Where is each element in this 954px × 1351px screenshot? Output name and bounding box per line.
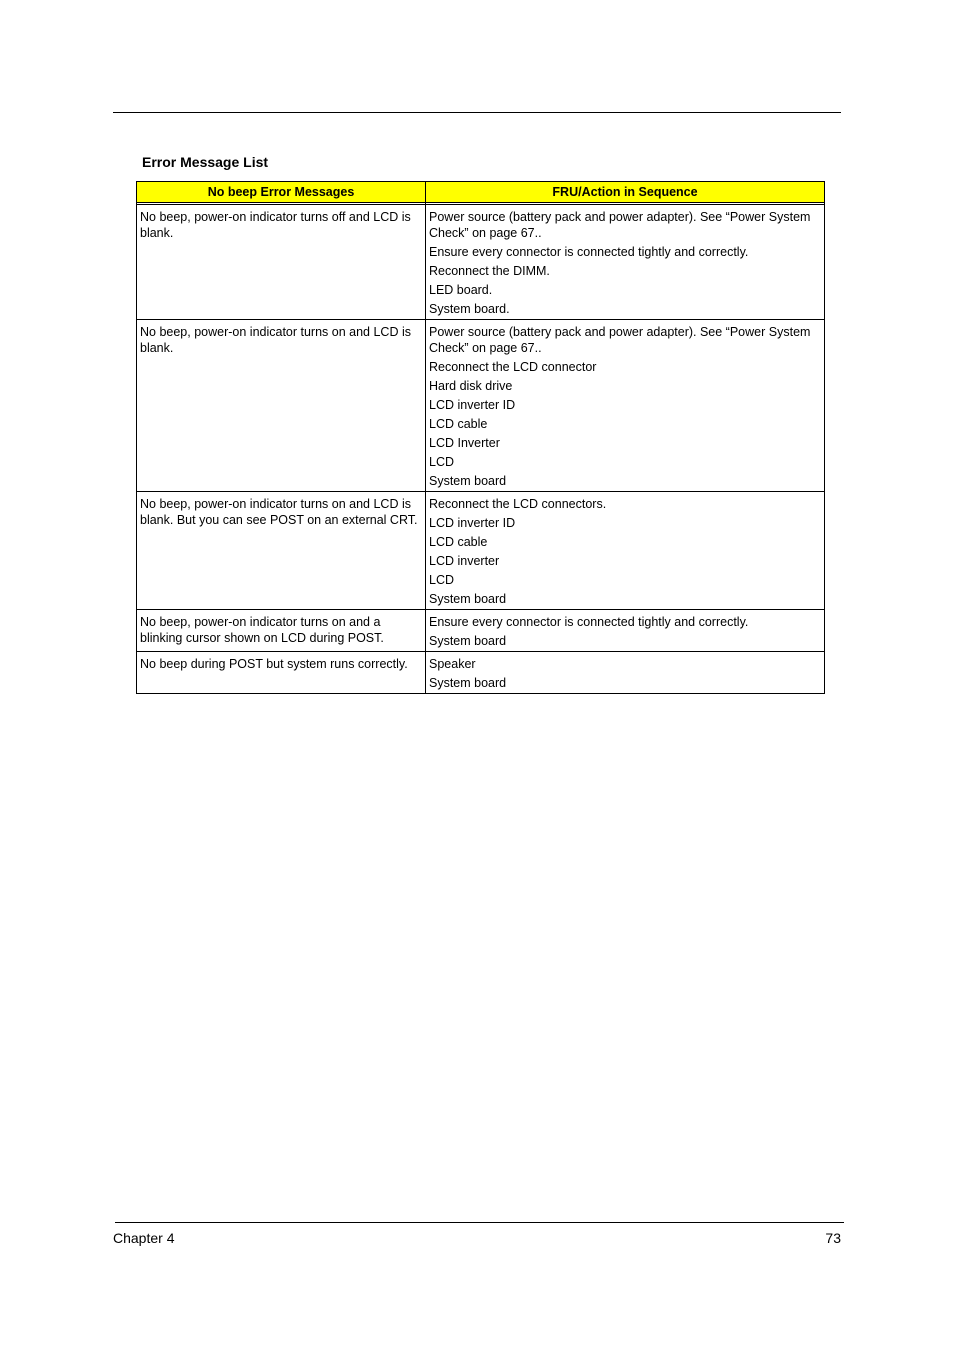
action-item: Power source (battery pack and power adapter). See “Power System Check” on page 67.. (429, 210, 811, 240)
action-item: System board. (429, 302, 510, 316)
footer-chapter: Chapter 4 (113, 1230, 175, 1246)
error-message-cell: No beep, power-on indicator turns on and a blinking cursor shown on LCD during POST. (137, 610, 426, 652)
table-row (137, 492, 825, 610)
error-message-cell: No beep, power-on indicator turns on and LCD is blank. But you can see POST on an external CRT. (137, 492, 426, 610)
header-rule (113, 112, 841, 113)
action-item: Reconnect the LCD connectors. (429, 497, 607, 511)
action-item: Speaker (429, 657, 476, 671)
table-header-row (137, 182, 825, 203)
action-cell (426, 610, 825, 652)
action-item: LCD (429, 573, 455, 587)
action-item: Ensure every connector is connected tightly and correctly. (429, 245, 749, 259)
section-title: Error Message List (142, 154, 269, 170)
action-cell (426, 652, 825, 694)
action-cell (426, 320, 825, 492)
column-header-messages: No beep Error Messages (137, 182, 426, 203)
footer-rule (115, 1222, 844, 1223)
action-item: System board (429, 676, 507, 690)
action-item: Reconnect the LCD connector (429, 360, 597, 374)
table-row (137, 610, 825, 652)
action-item: LCD inverter ID (429, 516, 516, 530)
action-item: LCD cable (429, 535, 488, 549)
error-message-cell: No beep, power-on indicator turns on and LCD is blank. (137, 320, 426, 492)
error-message-cell: No beep, power-on indicator turns off and LCD is blank. (137, 205, 426, 320)
action-item: Reconnect the DIMM. (429, 264, 550, 278)
action-item: Power source (battery pack and power adapter). See “Power System Check” on page 67.. (429, 325, 811, 355)
table-row (137, 205, 825, 320)
column-header-actions: FRU/Action in Sequence (426, 182, 825, 203)
action-item: LED board. (429, 283, 493, 297)
action-cell (426, 205, 825, 320)
action-item: Hard disk drive (429, 379, 513, 393)
table-row (137, 652, 825, 694)
footer-page-number: 73 (825, 1230, 841, 1246)
action-item: LCD cable (429, 417, 488, 431)
table-row (137, 320, 825, 492)
action-item: System board (429, 474, 507, 488)
action-item: System board (429, 592, 507, 606)
action-cell (426, 492, 825, 610)
error-message-table (136, 181, 825, 694)
error-message-cell: No beep during POST but system runs correctly. (137, 652, 426, 694)
action-item: LCD inverter ID (429, 398, 516, 412)
action-item: System board (429, 634, 507, 648)
action-item: LCD (429, 455, 455, 469)
error-message-table-container (136, 181, 824, 694)
action-item: LCD Inverter (429, 436, 500, 450)
action-item: LCD inverter (429, 554, 500, 568)
action-item: Ensure every connector is connected tightly and correctly. (429, 615, 749, 629)
